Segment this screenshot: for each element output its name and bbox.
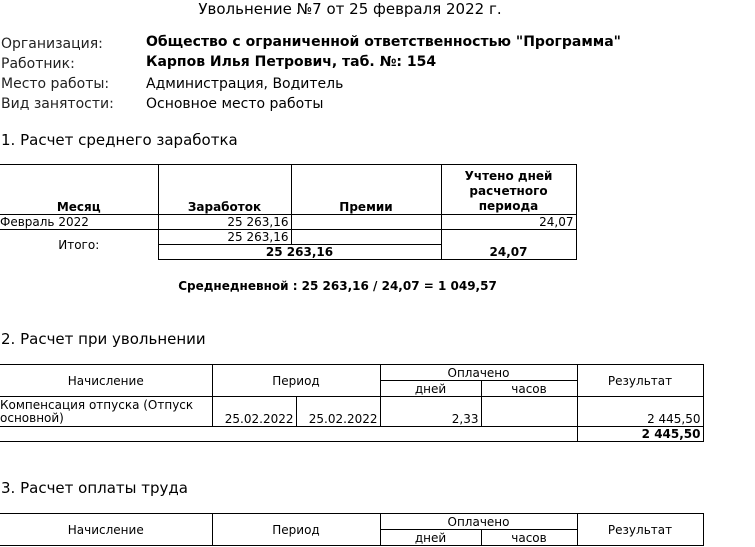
employee-label: Работник: [1, 56, 75, 72]
section1-title: 1. Расчет среднего заработка [1, 131, 238, 149]
s3-header-paid: Оплачено [380, 514, 577, 530]
total-days: 24,07 [441, 230, 576, 260]
employment-type-value: Основное место работы [146, 96, 324, 112]
pay-calc-table [0, 513, 704, 546]
s2-header-accrual: Начисление [0, 365, 212, 397]
total-bonuses-cell [291, 230, 441, 245]
document-title: Увольнение №7 от 25 февраля 2022 г. [198, 0, 502, 18]
row-earnings: 25 263,16 [158, 215, 291, 230]
row-days: 24,07 [441, 215, 576, 230]
s2-total-row [0, 427, 703, 442]
average-earnings-table [0, 164, 577, 260]
table-row [0, 215, 576, 230]
header-bonuses: Премии [291, 165, 441, 215]
s2-row-accrual-line1: Компенсация отпуска (Отпуск [0, 397, 194, 412]
s2-row-days: 2,33 [380, 397, 481, 427]
s2-row-result: 2 445,50 [577, 397, 703, 427]
workplace-value: Администрация, Водитель [146, 76, 344, 92]
s2-total-spacer [0, 427, 577, 442]
row-month: Февраль 2022 [0, 215, 158, 230]
s3-header-accrual: Начисление [0, 514, 212, 546]
total-label: Итого: [58, 237, 100, 252]
workplace-label: Место работы: [1, 76, 110, 92]
s2-header-paid: Оплачено [380, 365, 577, 381]
s2-total: 2 445,50 [577, 427, 703, 442]
s3-header-days: дней [380, 530, 481, 546]
header-month: Месяц [0, 165, 158, 215]
employee-value: Карпов Илья Петрович, таб. №: 154 [146, 54, 437, 70]
employment-type-label: Вид занятости: [1, 96, 114, 112]
s2-row-to: 25.02.2022 [296, 397, 380, 427]
s2-row-accrual [0, 397, 212, 427]
s2-header-days: дней [380, 381, 481, 397]
s3-header-hours: часов [481, 530, 577, 546]
row-bonuses [291, 215, 441, 230]
header-earnings: Заработок [158, 165, 291, 215]
table-row [0, 397, 703, 427]
dismissal-calc-table [0, 364, 704, 442]
grand-total-earnings: 25 263,16 [158, 245, 441, 260]
s2-header-result: Результат [577, 365, 703, 397]
total-earnings: 25 263,16 [158, 230, 291, 245]
organization-label: Организация: [1, 36, 103, 52]
header-days-line1: Учтено дней [464, 169, 553, 183]
s2-row-hours [481, 397, 577, 427]
average-daily-formula: Среднедневной : 25 263,16 / 24,07 = 1 049,57 [178, 279, 497, 293]
section2-title: 2. Расчет при увольнении [1, 330, 206, 348]
s3-header-period: Период [212, 514, 380, 546]
header-days-line2: расчетного [469, 184, 548, 198]
header-days [441, 165, 576, 215]
organization-value: Общество с ограниченной ответственностью "Программа" [146, 34, 621, 50]
s2-header-hours: часов [481, 381, 577, 397]
header-days-line3: периода [478, 199, 539, 213]
s2-row-accrual-line2: основной) [0, 410, 64, 425]
s2-row-from: 25.02.2022 [212, 397, 296, 427]
s3-header-result: Результат [577, 514, 703, 546]
s2-header-period: Период [212, 365, 380, 397]
total-row [0, 230, 576, 245]
section3-title: 3. Расчет оплаты труда [1, 479, 188, 497]
